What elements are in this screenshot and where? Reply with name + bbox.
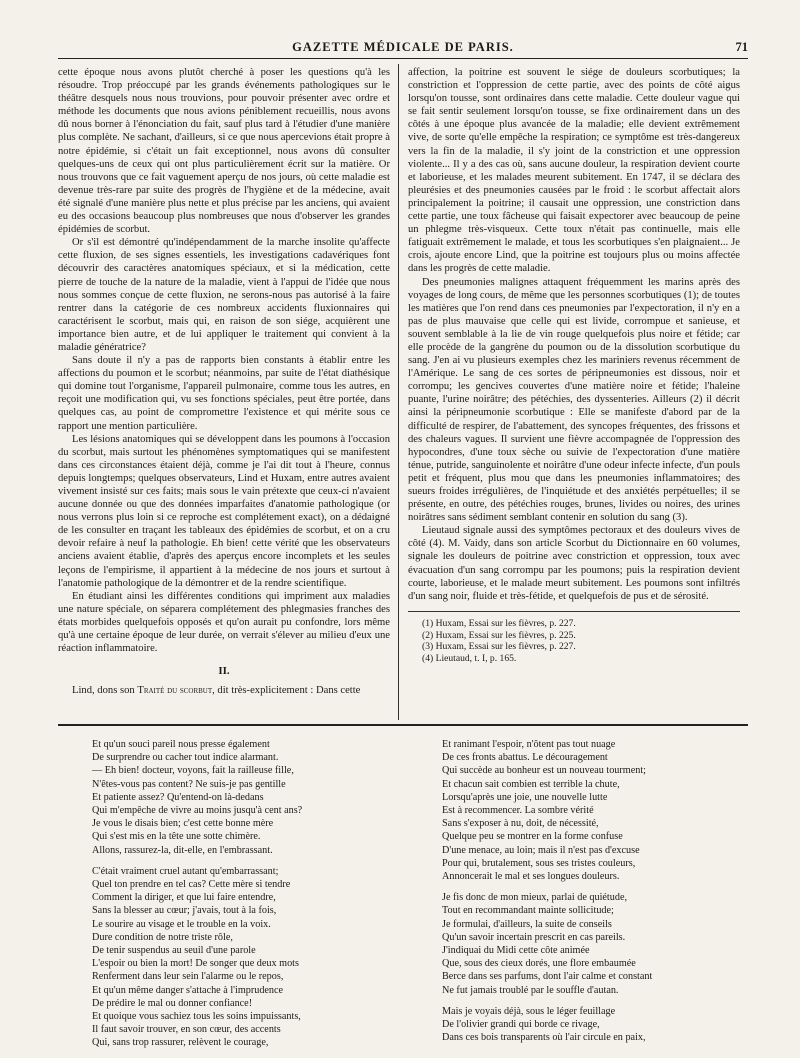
poem-line: Et quoique vous sachiez tous les soins impuissants,	[92, 1011, 301, 1023]
poem-line: Que, sous des cieux dorés, une flore embaumée	[442, 958, 636, 970]
paragraph: En étudiant ainsi les différentes conditions qui impriment aux maladies une nature spéciale, on séparera complétement des phlegmasies franches des états morbides quelquefois opposés et qu'on aurait pu confondre, lors même qu'à une certaine époque de leur durée, on verrait s'élever au milieu d'eux une réaction inflammatoire.	[58, 590, 390, 655]
poem-line: De tenir suspendus au seuil d'une parole	[92, 945, 256, 957]
poem-line: Sans s'exposer à nu, doit, de nécessité,	[442, 818, 599, 830]
poem-line: Qui s'est mis en la tête une sotte chimère.	[92, 831, 261, 843]
poem-line: Et patiente assez? Qu'entend-on là-dedans	[92, 791, 264, 803]
poem-line: — Eh bien! docteur, voyons, fait la railleuse fille,	[92, 765, 294, 777]
column-divider	[398, 64, 399, 720]
paragraph: Les lésions anatomiques qui se développent dans les poumons à l'occasion du scorbut, mais surtout les phénomènes symptomatiques qui se manifestent dans ces circonstances étaient déjà, comme je l'ai dit tout à l'heure, connus depuis longtemps; quelques observateurs, Lind et Huxam, entre autres avaient vivement insisté sur ces faits; mais sous le vain prétexte que ceux-ci n'avaient aucune donnée ou que des données imparfaites d'anatomie pathologique (or nous verrons plus loin si ce reproche est complétement exact), on a dédaigné de les consulter en traçant les tableaux des épidémies de scorbut, et on a cru devoir refaire à neuf la pathologie. Eh bien! cette vérité que les observateurs anciens avaient établie, d'après des aperçus encore incomplets et les seules leçons de l'empirisme, il appartient à la médecine de nos jours et surtout à l'anatomie pathologique de la démontrer et de la rendre scientifique.	[58, 433, 390, 589]
poem-stanza	[92, 865, 412, 1050]
poem-line: Renferment dans leur sein l'alarme ou le repos,	[92, 971, 284, 983]
poem-line: Dans ces bois transparents où l'air circule en paix,	[442, 1032, 646, 1044]
poem-line: De prédire le mal ou donner confiance!	[92, 997, 253, 1009]
paragraph: Des pneumonies malignes attaquent fréquemment les marins après des voyages de long cours, de même que les personnes scorbutiques (1); de toutes les matières que l'on rend dans ces pneumonies par l'expectoration, il n'y en a pas de plus mauvaise que celle qui est livide, corrompue et sanieuse, et souvent semblable à la lie de vin rouge quelquefois plus noire et fétide; car elle procède de la gangrène du poumon ou de la dissolution scorbutique du sang. J'en ai vu plusieurs exemples chez les mariniers revenus récemment de l'Amérique. Le sang de ces sortes de péripneumonies est dissous, noir et corrompu; les gencives couvertes d'une matière noire et fétide; l'haleine puante, l'urine noirâtre; des pétéchies, des dyssenteries. Ailleurs (2) il décrit ainsi la péripneumonie scorbutique : Elle se manifeste d'abord par de la difficulté de respirer, de l'abattement, des syncopes fréquentes, des frissons et des chaleurs vagues. Il survient une fièvre accompagnée de l'oppression des hypocondres, d'une toux sèche ou suivie de l'expectoration d'une matière ténue, putride, sanguinolente et noirâtre d'une odeur infecte infecte, d'un pouls petit et fréquent, plus mou que dans les pneumonies inflammatoires; des sueurs froides irrégulières, de l'inquiétude et des anxiétés perpétuelles; il se présente, en outre, des pétéchies rouges, brunes, livides ou noires, des urines noirâtres sans sédiment semblant contenir en solution du sang (3).	[408, 276, 740, 524]
poem-line: Berce dans ses parfums, dont l'air calme et constant	[442, 971, 653, 983]
page-header	[58, 38, 748, 59]
feuilleton-divider	[58, 724, 748, 726]
poem-line: Quel ton prendre en tel cas? Cette mère si tendre	[92, 879, 291, 891]
poem-line: C'était vraiment cruel autant qu'embarrassant;	[92, 865, 279, 877]
poem-line: Le sourire au visage et le trouble en la voix.	[92, 918, 271, 930]
poem-stanza	[442, 1005, 762, 1045]
poem-line: Il faut savoir trouver, en son cœur, des accents	[92, 1024, 281, 1036]
poem-stanza	[442, 891, 762, 997]
footnote: (2) Huxam, Essai sur les fièvres, p. 225.	[422, 629, 576, 641]
poem-line: J'indiquai du Midi cette côte animée	[442, 945, 590, 957]
paragraph: affection, la poitrine est souvent le siége de douleurs scorbutiques; la constriction et l'oppression de cette partie, avec des points de côté aigus lorsqu'on tousse, sont ordinaires dans cette maladie. Cette douleur vague qui se fait sentir seulement lorsqu'on tousse, se fixe ordinairement dans un des côtés à une époque plus avancée de la maladie; elle devient extrêmement vive, de sorte qu'elle empêche la respiration; ce symptôme est très-dangereux vers la fin de la maladie, il s'y joint de la constriction et une oppression violente... Il y a des cas où, sans aucune douleur, la respiration devient courte et laborieuse, et les malades meurent subitement. En 1747, il se déclara des pleurésies et des pneumonies causées par le froid : le scorbut affectait alors principalement la poitrine; il causait une oppression, une constriction dans cette partie, une toux fâcheuse qui faisait expectorer avec beaucoup de peine un phlegme très-visqueux. Cette toux n'était pas continuelle, mais elle fatiguait extrêmement le malade, et tous les scorbutiques s'en plaignaient... Je crois, ajoute encore Lind, que la poitrine est toujours plus ou moins affectée dans les progrès de cette maladie.	[408, 67, 740, 275]
paragraph: cette époque nous avons plutôt cherché à poser les questions qu'à les résoudre. Trop préoccupé par les grands événements pathologiques sur le théâtre desquels nous nous trouvions, pour pouvoir présenter avec ordre et méthode les documents que nous avions péniblement recueillis, nous avons dû nous borner à l'énonciation du fait, sauf plus tard à l'étudier d'une manière plus complète. Ne sachant, d'ailleurs, si ce que nous apercevions était propre à notre épidémie, si c'était un fait exceptionnel, nous avons dû consulter quelques-uns de ceux qui ont plus particulièrement écrit sur la matière. Or nous trouvons que ce fait vaguement aperçu de nos jours, où cette maladie est devenue très-rare par suite des progrès de l'hygiène et de la médecine, avait été signalé d'une manière plus nette et plus précise par les anciens, qui avaient eu des occasions beaucoup plus nombreuses que nous d'observer les grandes épidémies de scorbut.	[58, 67, 390, 236]
poem-column-right	[442, 738, 762, 1052]
book-title: Traité du scorbut	[137, 685, 213, 697]
poem-line: Et ranimant l'espoir, n'ôtent pas tout nuage	[442, 739, 616, 750]
poem-line: D'une menace, au loin; mais il n'est pas d'excuse	[442, 844, 640, 856]
poem-line: Pour qui, brutalement, sous ses tristes couleurs,	[442, 857, 636, 869]
poem-column-left	[92, 738, 412, 1058]
left-column	[58, 66, 390, 697]
section-number: II.	[218, 665, 230, 678]
lind-suffix: , dit très-explicitement : Dans cette	[212, 685, 361, 697]
poem-line: Je vous le disais bien; c'est cette bonne mère	[92, 818, 274, 830]
paragraph-lind	[58, 684, 390, 697]
footnote: (4) Lieutaud, t. I, p. 165.	[422, 653, 517, 665]
paragraph: Lieutaud signale aussi des symptômes pectoraux et des douleurs vives de côté (4). M. Vaidy, dans son article Scorbut du Dictionnaire en 60 volumes, signale les douleurs de poitrine avec constriction et oppression, toux avec évacuation d'un sang corrompu par les poumons; puis la respiration devient courte, laborieuse, et le malade meurt subitement. Les poumons sont infiltrés d'un sang noir, fluide et très-fétide, et quelquefois de pus et de sérosité.	[408, 525, 740, 602]
page-number: 71	[735, 40, 748, 54]
poem-line: Annoncerait le mal et ses longues douleurs.	[442, 871, 620, 883]
poem-line: Quelque peu se montrer en la forme confuse	[442, 831, 623, 843]
poem-line: Qu'un savoir incertain prescrit en cas pareils.	[442, 931, 626, 943]
poem-line: L'espoir ou bien la mort! De songer que deux mots	[92, 958, 299, 970]
poem-line: Qui succède au bonheur est un nouveau tourment;	[442, 765, 646, 777]
poem-line: Qui, sans trop rassurer, relèvent le courage,	[92, 1037, 269, 1049]
journal-title: GAZETTE MÉDICALE DE PARIS.	[292, 40, 514, 54]
poem-line: Et qu'un souci pareil nous presse également	[92, 739, 270, 750]
poem-line: Et qu'un même danger s'attache à l'imprudence	[92, 984, 284, 996]
lind-prefix: Lind, dons son	[72, 685, 135, 697]
poem-line: Je fis donc de mon mieux, parlai de quiétude,	[442, 892, 628, 904]
poem-line: Sans la blesser au cœur; j'avais, tout à la fois,	[92, 905, 277, 917]
poem-line: Et chacun sait combien est terrible la chute,	[442, 778, 620, 790]
poem-line: Dure condition de notre triste rôle,	[92, 931, 233, 943]
poem-line: De l'olivier grandi qui borde ce rivage,	[442, 1019, 600, 1031]
poem-line: Tout en recommandant mainte sollicitude;	[442, 905, 614, 917]
poem-line: Je formulai, d'ailleurs, la suite de conseils	[442, 918, 612, 930]
poem-line: De surprendre ou cacher tout indice alarmant.	[92, 752, 279, 764]
poem-line: Lorsqu'après une joie, une nouvelle lutte	[442, 791, 608, 803]
poem-line: Mais je voyais déjà, sous le léger feuillage	[442, 1005, 616, 1017]
poem-line: De ces fronts abattus. Le découragement	[442, 752, 608, 764]
right-column	[408, 66, 740, 665]
footnote: (1) Huxam, Essai sur les fièvres, p. 227.	[422, 617, 576, 629]
footnote-divider	[408, 611, 740, 612]
poem-stanza	[92, 738, 412, 857]
footnote: (3) Huxam, Essai sur les fièvres, p. 227.	[422, 641, 576, 653]
poem-line: N'êtes-vous pas content? Ne suis-je pas gentille	[92, 778, 286, 790]
paragraph: Sans doute il n'y a pas de rapports bien constants à établir entre les affections du poumon et le scorbut; néanmoins, par suite de l'état diathésique qui domine tout l'organisme, l'appareil pulmonaire, comme tous les autres, en reçoit une modification qui, vu ses fonctions spéciales, peut être portée, dans quelques cas, au point de compromettre l'existence et qui mérite sous ce rapport une mention particulière.	[58, 355, 390, 432]
poem-line: Est à recommencer. La sombre vérité	[442, 805, 594, 817]
poem-line: Qui m'empêche de vivre au moins jusqu'à cent ans?	[92, 805, 303, 817]
poem-line: Comment la diriger, et que lui faire entendre,	[92, 892, 276, 904]
paragraph: Or s'il est démontré qu'indépendamment de la marche insolite qu'affecte cette fluxion, de ses signes essentiels, les investigations cadavériques font découvrir des caractères anatomiques spéciaux, et si la médication, cette pierre de touche de la nature de la maladie, vient à l'appui de l'idée que nous nous sommes conçue de cette fluxion, ne serons-nous pas autorisé à la faire rentrer dans la catégorie de ces nombreux accidents fluxionnaires qui caractérisent le scorbut, mais qui, en raison de son siége, acquièrent une importance bien autre, et de lui appliquer le traitement qui convient à la maladie génératrice?	[58, 237, 390, 353]
poem-line: Allons, rassurez-la, dit-elle, en l'embrassant.	[92, 844, 273, 856]
poem-stanza	[442, 738, 762, 883]
poem-line: Ne fut jamais troublé par le souffle d'autan.	[442, 984, 619, 996]
